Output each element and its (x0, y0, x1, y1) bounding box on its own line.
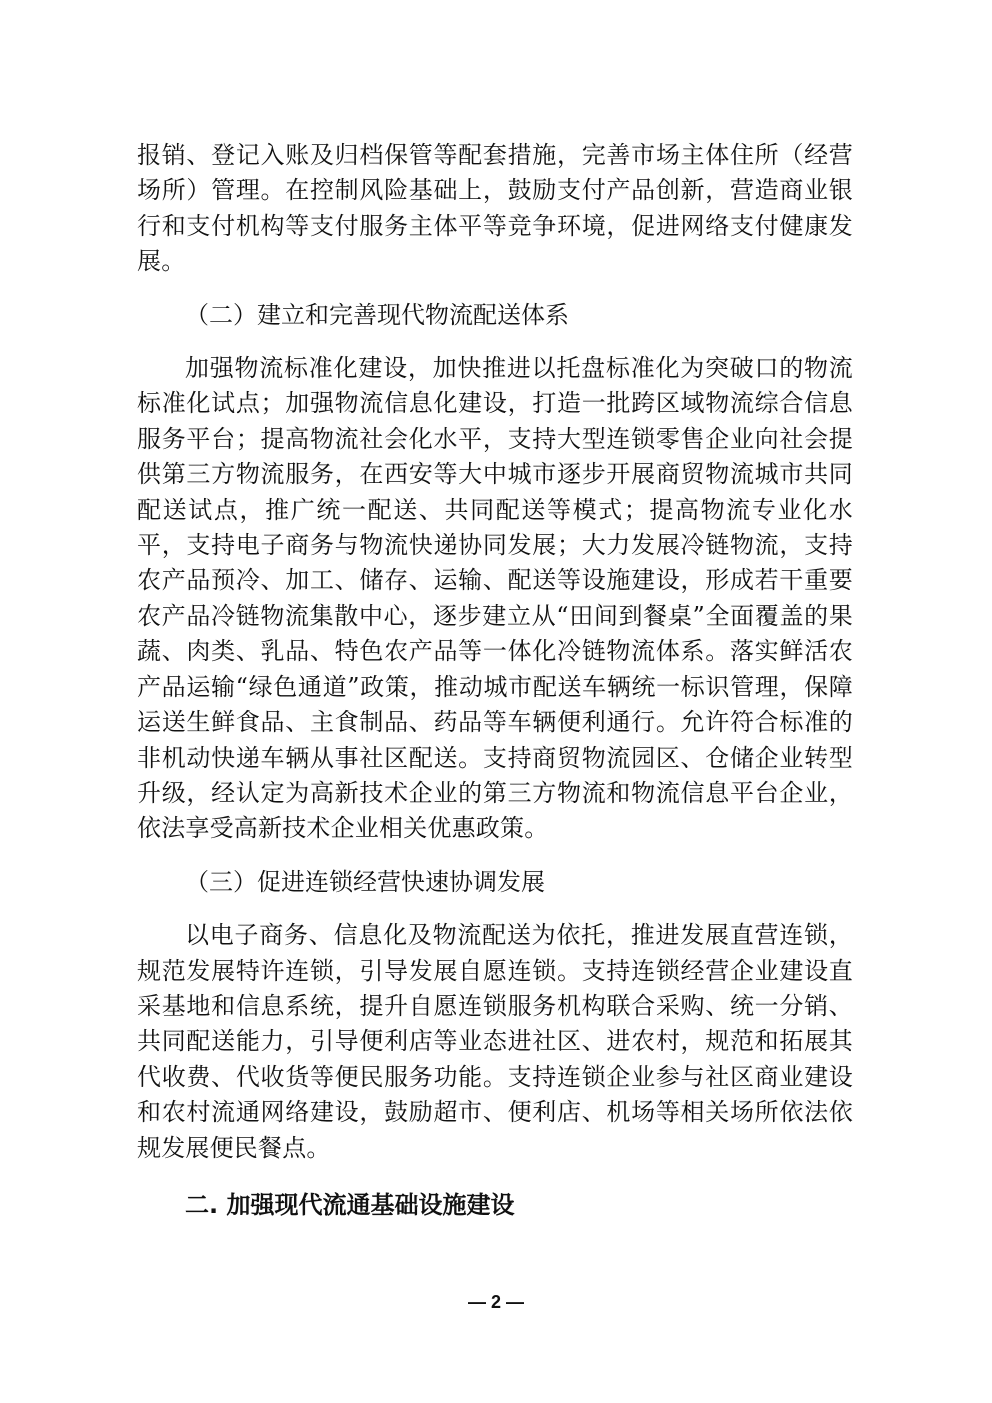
chapter-heading-infrastructure: 二. 加强现代流通基础设施建设 (185, 1190, 515, 1219)
paragraph-chain-operation: 以电子商务、信息化及物流配送为依托，推进发展直营连锁，规范发展特许连锁，引导发展自愿连锁。支持连锁经营企业建设直采基地和信息系统，提升自愿连锁服务机构联合采购、统一分销、共同配送能力，引导便利店等业态进社区、进农村，规范和拓展其代收费、代收货等便民服务功能。支持连锁企业参与社区商业建设和农村流通网络建设，鼓励超市、便利店、机场等相关场所依法依规发展便民餐点。 (137, 921, 853, 1162)
section-heading-logistics: （二）建立和完善现代物流配送体系 (185, 300, 569, 329)
paragraph-payment: 报销、登记入账及归档保管等配套措施，完善市场主体住所（经营场所）管理。在控制风险基础上，鼓励支付产品创新，营造商业银行和支付机构等支付服务主体平等竞争环境，促进网络支付健康发展。 (137, 141, 853, 276)
paragraph-logistics: 加强物流标准化建设，加快推进以托盘标准化为突破口的物流标准化试点；加强物流信息化建设，打造一批跨区域物流综合信息服务平台；提高物流社会化水平，支持大型连锁零售企业向社会提供第三方物流服务，在西安等大中城市逐步开展商贸物流城市共同配送试点，推广统一配送、共同配送等模式；提高物流专业化水平，支持电子商务与物流快递协同发展；大力发展冷链物流，支持农产品预冷、加工、储存、运输、配送等设施建设，形成若干重要农产品冷链物流集散中心，逐步建立从“田间到餐桌”全面覆盖的果蔬、肉类、乳品、特色农产品等一体化冷链物流体系。落实鲜活农产品运输“绿色通道”政策，推动城市配送车辆统一标识管理，保障运送生鲜食品、主食制品、药品等车辆便利通行。允许符合标准的非机动快递车辆从事社区配送。支持商贸物流园区、仓储企业转型升级，经认定为高新技术企业的第三方物流和物流信息平台企业，依法享受高新技术企业相关优惠政策。 (137, 354, 853, 843)
document-body (137, 138, 853, 1223)
section-heading-chain-operation: （三）促进连锁经营快速协调发展 (185, 867, 545, 896)
page-number: — 2 — (467, 1292, 524, 1312)
